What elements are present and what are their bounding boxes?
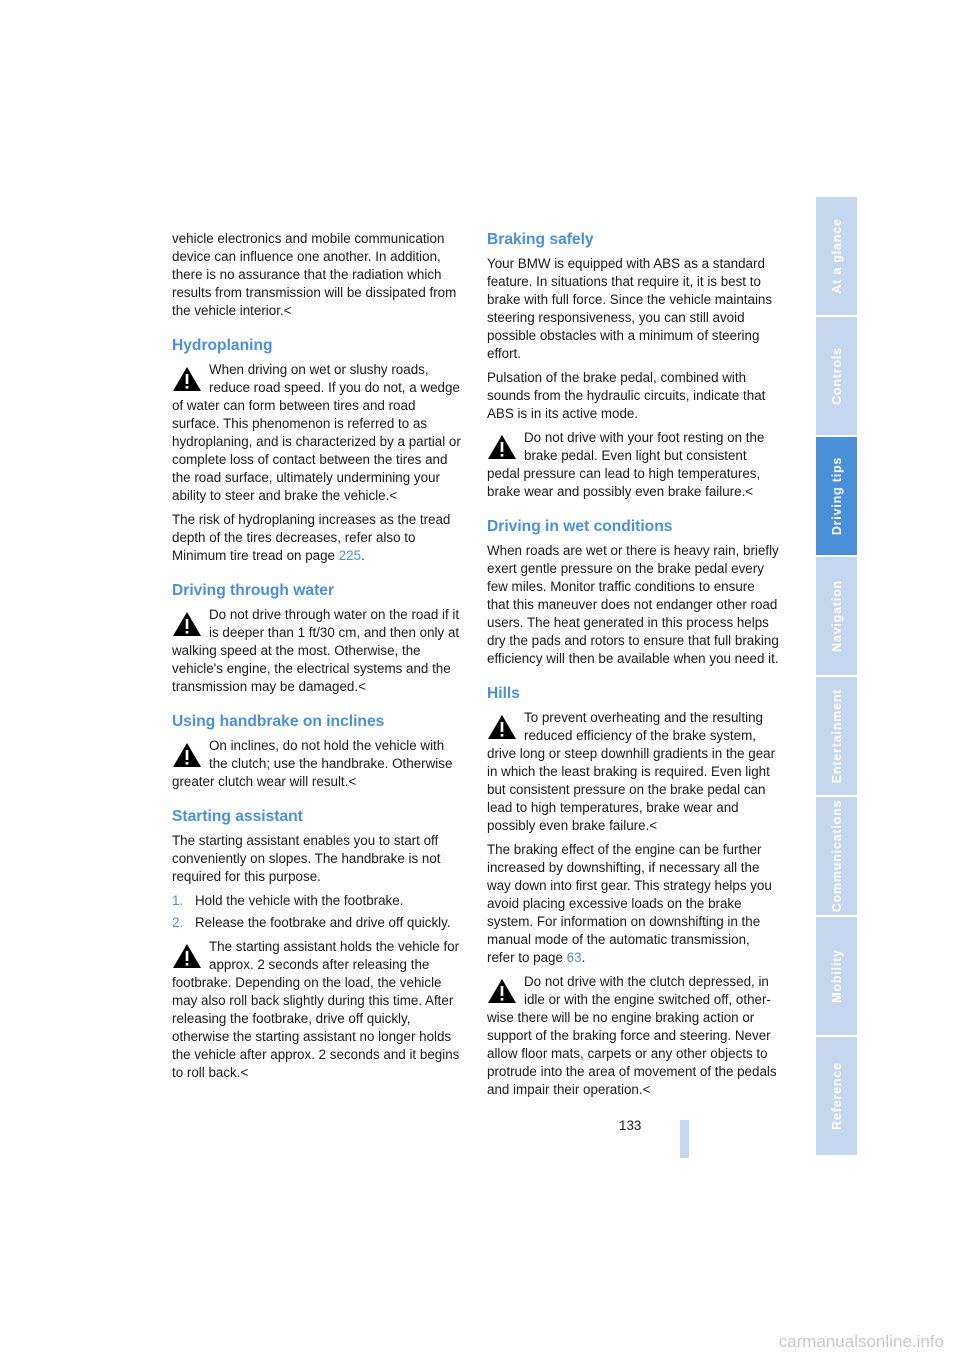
page-link-225[interactable]: 225 [338, 548, 362, 563]
list-item [172, 892, 464, 910]
tab-controls[interactable] [816, 317, 857, 435]
watermark: carmanualsonline.info [778, 1332, 944, 1351]
tab-communications[interactable] [816, 797, 857, 915]
paragraph-text: The risk of hydroplaning increases as the tread depth of the tires decreases, refer also to Minimum tire tread on page [172, 512, 451, 563]
heading-driving-through-water: Driving through water [172, 582, 335, 599]
starting-paragraph: The starting assistant enables you to start off conveniently on slopes. The handbrake is not required for this purpose. [172, 833, 441, 884]
paragraph-end: . [581, 950, 586, 965]
warning-text-first: On inclines, do not hold the vehicle with the clutch; use the handbrake. Otherwise [209, 738, 453, 771]
warning-triangle-icon [172, 366, 202, 392]
tab-label: At a glance [829, 218, 844, 294]
warning-text-rest: greater clutch wear will result.< [172, 774, 357, 789]
tab-label: Entertainment [829, 688, 844, 784]
heading-starting-assistant: Starting assistant [172, 808, 303, 825]
warning-hills-overheating [487, 709, 779, 835]
wet-paragraph: When roads are wet or there is heavy rain, briefly exert gentle pressure on the brake pedal every few miles. Monitor traffic conditions to ensure that this maneuver does not endanger other road users. The heat generated in this process helps dry the pads and rotors to ensure that full braking efficiency will then be available when you need it. [487, 543, 779, 666]
heading-hydroplaning: Hydroplaning [172, 337, 273, 354]
warning-triangle-icon [487, 978, 517, 1004]
warning-text-first: Do not drive with your foot resting on the brake pedal. Even light but consistent [524, 430, 765, 463]
warning-triangle-icon [172, 611, 202, 637]
paragraph-text: The braking effect of the engine can be further increased by downshifting, if necessary all the way down into first gear. This strategy helps you avoid placing excessive loads on the brake system. For information on downshifting in the manual mode of the automatic transmission, refer to page [487, 842, 772, 965]
warning-text-rest: walking speed at the most. Otherwise, the vehicle's engine, the electrical systems and the transmission may be damaged.< [172, 643, 451, 694]
warning-hills-clutch [487, 973, 779, 1099]
heading-wet-conditions: Driving in wet conditions [487, 518, 673, 535]
page-link-63[interactable]: 63 [566, 950, 582, 965]
warning-triangle-icon [487, 434, 517, 460]
warning-text-first: When driving on wet or slushy roads, reduce road speed. If you do not, a wedge [209, 362, 460, 395]
paragraph-end: . [361, 548, 365, 563]
step-text: Release the footbrake and drive off quickly. [195, 915, 451, 930]
step-text: Hold the vehicle with the footbrake. [195, 893, 404, 908]
warning-text-rest: pedal pressure can lead to high temperatures, brake wear and possibly even brake failure.< [487, 466, 761, 499]
heading-hills: Hills [487, 685, 520, 702]
intro-paragraph: vehicle electronics and mobile communication device can influence one another. In addition, there is no assurance that the radiation which results from transmission will be dissipated from the vehicle interior.< [172, 231, 457, 318]
warning-text-rest: drive long or steep downhill gradients in the gear in which the least braking is required. Even light but consistent pressure on the brake pedal can lead to high temperatures, brake wear and possibly even brake failure.< [487, 746, 776, 833]
warning-hydroplaning [172, 361, 464, 505]
warning-water [172, 606, 464, 696]
heading-handbrake-inclines: Using handbrake on inclines [172, 713, 385, 730]
braking-paragraph-2: Pulsation of the brake pedal, combined with sounds from the hydraulic circuits, indicate that ABS is in its active mode. [487, 370, 766, 421]
tab-reference[interactable] [816, 1037, 857, 1155]
warning-text-first: Do not drive with the clutch depressed, in idle or with the engine switched off, other- [524, 974, 771, 1007]
warning-triangle-icon [172, 742, 202, 768]
warning-braking [487, 429, 779, 501]
step-number: 2. [172, 915, 184, 930]
tab-label: Navigation [829, 580, 844, 652]
tab-driving-tips[interactable] [816, 437, 857, 555]
tab-label: Reference [829, 1062, 844, 1130]
hills-paragraph [487, 841, 779, 967]
tab-mobility[interactable] [816, 917, 857, 1035]
tab-at-a-glance[interactable] [816, 197, 857, 315]
warning-triangle-icon [172, 943, 202, 969]
heading-braking-safely: Braking safely [487, 231, 594, 248]
tab-label: Mobility [829, 949, 844, 1003]
warning-text-first: To prevent overheating and the resulting reduced efficiency of the brake system, [524, 710, 763, 743]
page-number-bar [680, 1120, 689, 1158]
tab-label: Controls [829, 347, 844, 405]
right-column [487, 230, 779, 1105]
braking-paragraph-1: Your BMW is equipped with ABS as a standard feature. In situations that require it, it is best to brake with full force. Since the vehicle maintains steering responsiveness, you can still avoid possible obstacles with a minimum of steering effort. [487, 256, 773, 361]
warning-triangle-icon [487, 714, 517, 740]
warning-text-first: The starting assistant holds the vehicle for approx. 2 seconds after releasing the [209, 939, 460, 972]
warning-text-rest: wise there will be no engine braking action or support of the braking force and steering. Never allow floor mats, carpets or any other objects to protrude into the area of movement of the pedals and impair their operation.< [487, 1010, 777, 1097]
list-item [172, 914, 464, 932]
tab-label: Communications [829, 799, 844, 913]
tab-label: Driving tips [829, 456, 844, 536]
tab-entertainment[interactable] [816, 677, 857, 795]
warning-starting-assistant [172, 938, 464, 1082]
chapter-tabs [816, 197, 857, 1157]
warning-text-rest: footbrake. Depending on the load, the vehicle may also roll back slightly during this time. After releasing the footbrake, drive off quickly, otherwise the starting assistant no longer holds the vehicle after approx. 2 seconds and it begins to roll back.< [172, 975, 460, 1080]
hydroplaning-paragraph [172, 511, 464, 565]
step-number: 1. [172, 893, 184, 908]
tab-navigation[interactable] [816, 557, 857, 675]
warning-handbrake [172, 737, 464, 791]
starting-steps [172, 892, 464, 932]
page-number: 133 [619, 1118, 642, 1133]
left-column [172, 230, 464, 1088]
warning-text-rest: of water can form between tires and road surface. This phenomenon is referred to as hydroplaning, and is characterized by a partial or complete loss of contact between the tires and the road surface, ultimately undermining your ability to steer and brake the vehicle.< [172, 398, 461, 503]
warning-text-first: Do not drive through water on the road if it is deeper than 1 ft/30 cm, and then only at [209, 607, 460, 640]
